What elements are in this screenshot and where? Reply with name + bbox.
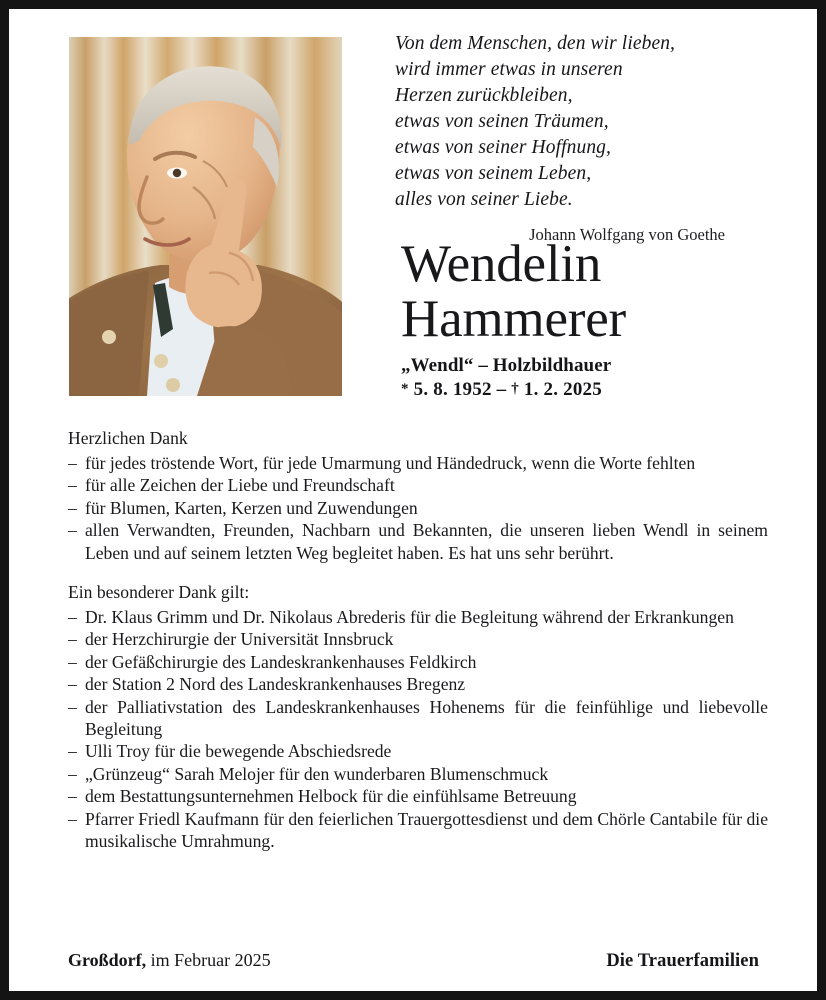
place-name: Großdorf, bbox=[68, 950, 147, 970]
footer bbox=[68, 949, 759, 972]
nickname-and-role: „Wendl“ – Holzbildhauer bbox=[401, 355, 612, 376]
special-thanks-list bbox=[68, 606, 768, 852]
thanks-list bbox=[68, 452, 768, 564]
list-item: – Dr. Klaus Grimm und Dr. Nikolaus Abrederis für die Begleitung während der Erkrankungen bbox=[68, 606, 768, 628]
signature: Die Trauerfamilien bbox=[606, 951, 759, 971]
list-item: – für alle Zeichen der Liebe und Freundschaft bbox=[68, 474, 768, 496]
section-gap bbox=[68, 564, 768, 581]
list-item: – für Blumen, Karten, Kerzen und Zuwendungen bbox=[68, 497, 768, 519]
poem-line: wird immer etwas in unseren bbox=[395, 59, 623, 80]
list-item: – der Palliativstation des Landeskrankenhauses Hohenems für die feinfühlige und liebevolle Begleitung bbox=[68, 696, 768, 741]
birth-symbol: * bbox=[401, 381, 409, 397]
list-item: – dem Bestattungsunternehmen Helbock für die einfühlsame Betreuung bbox=[68, 785, 768, 807]
list-item: – für jedes tröstende Wort, für jede Umarmung und Händedruck, wenn die Worte fehlten bbox=[68, 452, 768, 474]
portrait-photo bbox=[69, 37, 342, 396]
list-item: – der Gefäßchirurgie des Landeskrankenhauses Feldkirch bbox=[68, 651, 768, 673]
notice-inner bbox=[9, 9, 817, 991]
place-and-date bbox=[68, 949, 271, 971]
body-area bbox=[68, 427, 768, 853]
top-area bbox=[9, 9, 817, 400]
list-item: – „Grünzeug“ Sarah Melojer für den wunderbaren Blumenschmuck bbox=[68, 763, 768, 785]
last-name: Hammerer bbox=[401, 290, 626, 348]
special-thanks-heading: Ein besonderer Dank gilt: bbox=[68, 582, 250, 603]
poem-line: etwas von seinem Leben, bbox=[395, 163, 592, 184]
list-item: – der Station 2 Nord des Landeskrankenhauses Bregenz bbox=[68, 673, 768, 695]
footer-date: im Februar 2025 bbox=[146, 950, 271, 970]
poem-line: Von dem Menschen, den wir lieben, bbox=[395, 33, 676, 54]
poem-line: Herzen zurückbleiben, bbox=[395, 85, 573, 106]
poem-block bbox=[395, 31, 725, 245]
poem-line: alles von seiner Liebe. bbox=[395, 189, 573, 210]
list-item: – Ulli Troy für die bewegende Abschiedsrede bbox=[68, 740, 768, 762]
first-name: Wendelin bbox=[401, 235, 602, 293]
thanks-heading: Herzlichen Dank bbox=[68, 428, 188, 448]
death-symbol: † bbox=[511, 381, 519, 397]
list-item: – der Herzchirurgie der Universität Innsbruck bbox=[68, 628, 768, 650]
deceased-name-block bbox=[401, 237, 801, 401]
death-date: 1. 2. 2025 bbox=[523, 379, 602, 400]
poem-line: etwas von seiner Hoffnung, bbox=[395, 137, 611, 158]
poem-attribution: Johann Wolfgang von Goethe bbox=[529, 225, 725, 244]
birth-date: 5. 8. 1952 bbox=[413, 379, 492, 400]
portrait-illustration bbox=[69, 37, 342, 396]
date-separator: – bbox=[496, 379, 507, 400]
life-dates bbox=[401, 378, 801, 401]
poem-line: etwas von seinen Träumen, bbox=[395, 111, 609, 132]
list-item: – allen Verwandten, Freunden, Nachbarn und Bekannten, die unseren lieben Wendl in seinem Leben und auf seinem letzten Weg begleitet haben. Es hat uns sehr berührt. bbox=[68, 519, 768, 564]
list-item: – Pfarrer Friedl Kaufmann für den feierlichen Trauergottesdienst und dem Chörle Cantabile für die musikalische Umrahmung. bbox=[68, 808, 768, 853]
